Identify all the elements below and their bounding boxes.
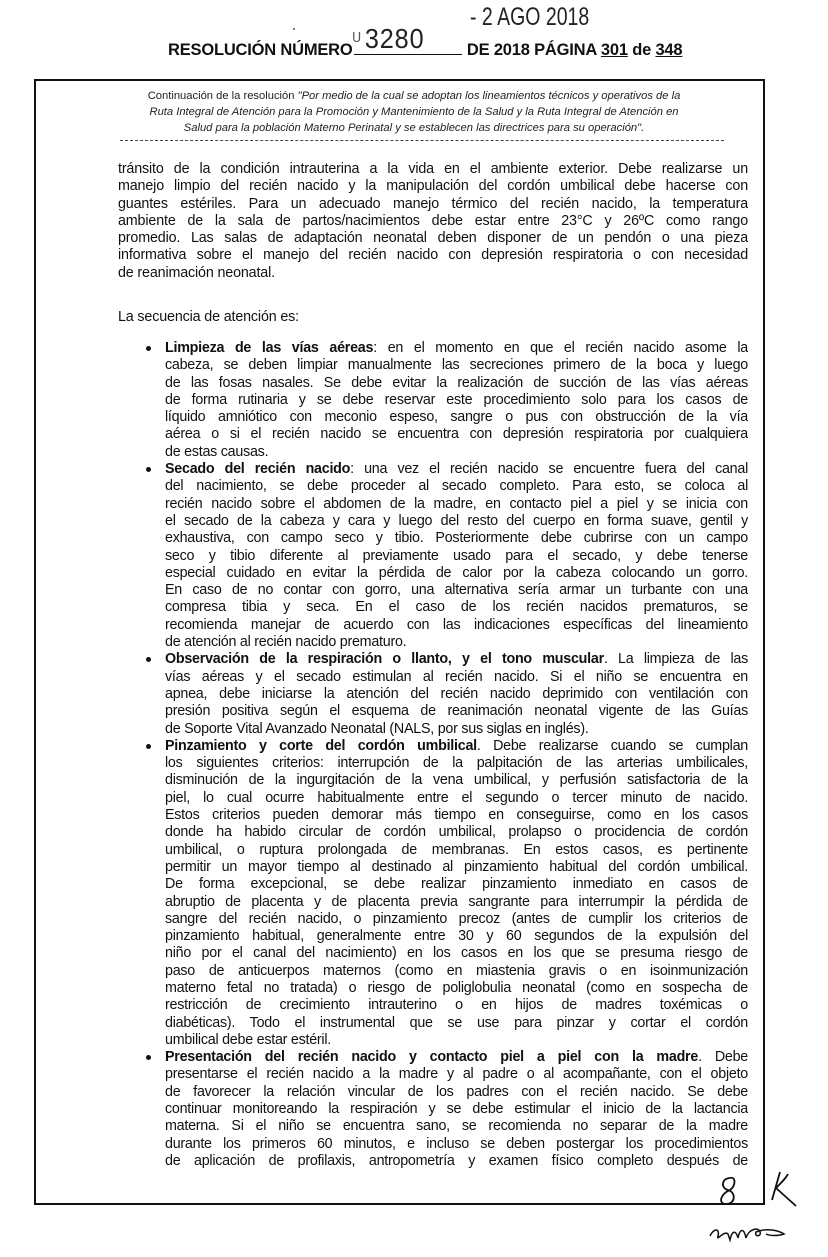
bullet-line: piel, lo cual ocurre habitualmente entre el segundo o tercer minuto de nacido.: [165, 789, 748, 806]
bullet-line: durante los primeros 60 minutos, e incluso se deben postergar los procedimientos: [165, 1135, 748, 1152]
bullet-line: permitir un mayor tiempo al destinado al pinzamiento habitual del cordón umbilical.: [165, 858, 748, 875]
bullet-first-line: [165, 340, 748, 357]
bullet-line: presión positiva según el esquema de reanimación neonatal vigente de las Guías: [165, 703, 748, 720]
bullet-line: de favorecer la relación vincular de los padres con el recién nacido. Se debe: [165, 1083, 748, 1100]
resolution-title: [168, 40, 682, 60]
bullet-line: de estas causas.: [165, 443, 269, 460]
bullet-line: restricción de crecimiento intrauterino o en hijos de madres toxémicas o: [165, 997, 748, 1014]
bullet-title: Limpieza de las vías aéreas: [165, 340, 374, 356]
page-number: 301: [600, 41, 628, 59]
dashed-divider: [120, 140, 724, 141]
sequence-label: La secuencia de atención es:: [118, 309, 299, 325]
bullet-first-text: . La limpieza de las: [603, 651, 748, 668]
bullet-line: seco y tibio diferente al previamente usado para el secado, y debe tenerse: [165, 547, 748, 564]
title-prefix: RESOLUCIÓN NÚMERO: [168, 41, 353, 59]
bullet-line: de atención al recién nacido prematuro.: [165, 634, 407, 651]
bullet-first-line: [165, 1049, 748, 1066]
bullet-line: umbilical, o ruptura prolongada de membranas. En estos casos, es pertinente: [165, 841, 748, 858]
bullet-line: compresa tibia y seca. En el caso de los recién nacidos prematuros, se: [165, 599, 748, 616]
total-pages: 348: [655, 41, 683, 59]
bullet-title: Observación de la respiración o llanto, y el tono muscular: [165, 651, 604, 668]
bullet-first-text: : una vez el recién nacido se encuentre fuera del canal: [350, 461, 748, 478]
bullet-line: pinzamiento habitual, generalmente entre 30 y 60 segundos de la expulsión del: [165, 928, 748, 945]
bullet-line: especial cuidado en evitar la pérdida de calor por la cabeza colocando un gorro.: [165, 564, 748, 581]
bullet-line: De forma excepcional, se debe realizar pinzamiento inmediato en casos de: [165, 876, 748, 893]
bullet-line: los siguientes criterios: interrupción de la palpitación de las arterias umbilicales,: [165, 755, 748, 772]
bullet-item: [165, 738, 748, 1049]
bullet-line: Estos criterios pueden demorar más tiempo en conseguirse, como en los casos: [165, 807, 748, 824]
bullet-title: Pinzamiento y corte del cordón umbilical: [165, 737, 477, 754]
bullet-first-line: [165, 461, 748, 478]
bullet-line: de aplicación de profilaxis, antropometría y examen físico completo después de: [165, 1152, 748, 1169]
bullet-line: líquido amniótico con meconio espeso, sangre o pus con obstrucción de la vía: [165, 409, 748, 426]
handwritten-initials-signature: [700, 1170, 810, 1250]
bullet-first-text: : en el momento en que el recién nacido asome la: [373, 340, 748, 356]
paragraph-line: promedio. Las salas de adaptación neonatal deben disponer de un pendón o una pieza: [118, 230, 748, 247]
bullet-line: aérea o si el recién nacido se encuentra con depresión respiratoria por cualquiera: [165, 426, 748, 443]
bullet-first-line: [165, 738, 748, 755]
bullet-title: Secado del recién nacido: [165, 461, 351, 478]
continuation-intro: Continuación de la resolución: [147, 90, 298, 102]
resolution-number-stamp: [352, 23, 424, 55]
bullet-line: En caso de no contar con gorro, una alternativa sería armar un turbante con una: [165, 582, 748, 599]
stamp-prefix-mark: ᑌ: [352, 29, 363, 45]
page-header: [0, 0, 828, 80]
paragraph-line: informativa sobre el manejo del recién nacido con depresión respiratoria o con necesidad: [118, 247, 748, 264]
bullet-title: Presentación del recién nacido y contacto piel a piel con la madre: [165, 1049, 699, 1066]
bullet-first-text: . Debe realizarse cuando se cumplan: [476, 737, 748, 754]
paragraph-line: ambiente de la sala de partos/nacimientos debe estar entre 23°C y 26ºC como rango: [118, 212, 748, 229]
bullet-item: [165, 651, 748, 737]
bullet-dot-icon: [146, 744, 151, 749]
bullet-item: [165, 461, 748, 651]
bullet-item: [165, 1049, 748, 1170]
bullet-line: el secado de la cabeza y cara y luego del resto del cuerpo en forma suave, gentil y: [165, 512, 748, 529]
continuation-line-1: "Por medio de la cual se adoptan los lineamientos técnicos y operativos de la: [297, 90, 681, 102]
continuation-line-2: Ruta Integral de Atención para la Promoción y Mantenimiento de la Salud y la Ruta Integral de Atención en: [149, 106, 679, 118]
bullet-line: vías aéreas y el secado estimulan al recién nacido. Si el niño se encuentra en: [165, 668, 748, 685]
continuation-note: [0, 88, 828, 136]
bullet-line: presentarse el recién nacido a la madre y al padre o al acompañante, con el objeto: [165, 1066, 748, 1083]
year-text: DE 2018 PÁGINA: [466, 41, 597, 59]
bullet-line: donde ha habido circular de cordón umbilical, prolapso o procidencia de cordón: [165, 824, 748, 841]
sequence-label-paragraph: [118, 309, 748, 326]
bullet-line: de las fosas nasales. Se debe evitar la realización de succión de las vías aéreas: [165, 374, 748, 391]
bullet-line: materna. Si el niño se encuentra sano, se recomienda no separar de la madre: [165, 1118, 748, 1135]
bullet-line: diabéticas). Todo el instrumental que se use para pinzar y cortar el cordón: [165, 1014, 748, 1031]
resolution-number: 3280: [364, 23, 425, 54]
bullet-line: cabeza, se deben limpiar manualmente las secreciones primero de la boca y luego: [165, 357, 748, 374]
intro-paragraph: [118, 161, 748, 282]
bullet-dot-icon: [146, 346, 151, 351]
bullet-line: exhaustiva, con campo seco y tibio. Posteriormente debe cubrirse con un campo: [165, 530, 748, 547]
of-text: de: [632, 41, 652, 59]
bullet-line: recién nacido sobre el abdomen de la madre, en contacto piel a piel y se inicia con: [165, 495, 748, 512]
paragraph-line: de reanimación neonatal.: [118, 264, 275, 281]
continuation-line-3: Salud para la población Materno Perinatal y se establecen las directrices para su operación".: [183, 122, 645, 134]
bullet-line: de forma rutinaria y se debe reservar este procedimiento solo para los casos de: [165, 391, 748, 408]
bullet-line: recomienda manejar de acuerdo con las indicaciones específicas del lineamiento: [165, 616, 748, 633]
paragraph-line: manejo limpio del recién nacido y la manipulación del cordón umbilical debe hacerse con: [118, 178, 748, 195]
bullet-first-line: [165, 651, 748, 668]
bullet-line: de Soporte Vital Avanzado Neonatal (NALS, por sus siglas en inglés).: [165, 720, 589, 737]
bullet-line: del nacimiento, se debe proceder al secado completo. Para esto, se coloca al: [165, 478, 748, 495]
bullet-line: continuar monitoreando la respiración y se debe estimular el inicio de la lactancia: [165, 1101, 748, 1118]
bullet-line: niño por el canal del nacimiento) en los casos en los que se presuma riesgo de: [165, 945, 748, 962]
bullet-line: disminución de la ingurgitación de la vena umbilical, y perfusión satisfactoria de la: [165, 772, 748, 789]
bullet-line: umbilical debe estar estéril.: [165, 1031, 331, 1048]
bullet-line: materno fetal no tratada) o riesgo de poliglobulia neonatal (como en sospecha de: [165, 979, 748, 996]
scan-speck: [293, 28, 295, 30]
bullet-line: sangre del recién nacido, o pinzamiento precoz (antes de cumplir los criterios de: [165, 910, 748, 927]
paragraph-line: tránsito de la condición intrauterina a la vida en el ambiente exterior. Debe realizarse un: [118, 161, 748, 177]
bullet-line: abruptio de placenta y de placenta previa sangrante para interrumpir la pérdida de: [165, 893, 748, 910]
bullet-line: paso de anticuerpos maternos (como en miastenia gravis o en isoinmunización: [165, 962, 748, 979]
paragraph-line: guantes estériles. Para un adecuado manejo térmico del recién nacido, la temperatura: [118, 195, 748, 212]
bullet-line: apnea, debe iniciarse la atención del recién nacido deprimido con ventilación con: [165, 685, 748, 702]
care-sequence-list: [165, 340, 748, 1170]
bullet-item: [165, 340, 748, 461]
bullet-first-text: . Debe: [698, 1049, 748, 1066]
date-stamp: - 2 AGO 2018: [470, 3, 590, 31]
